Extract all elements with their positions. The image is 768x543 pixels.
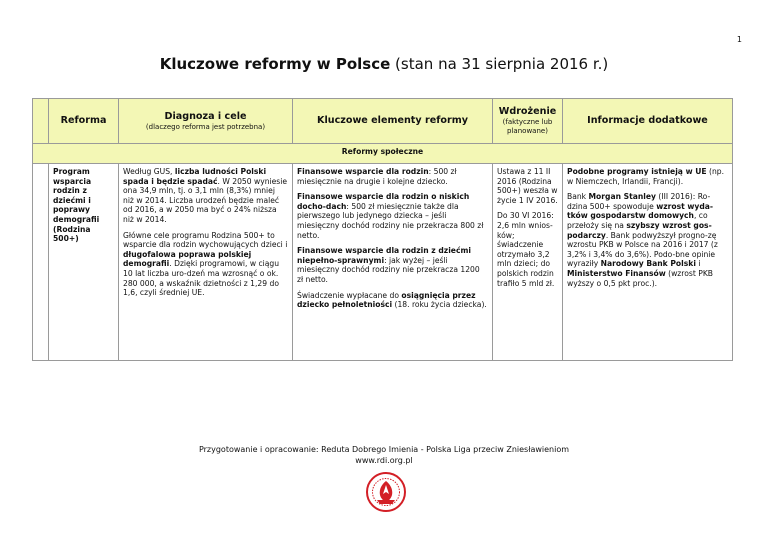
header-wdrozenie: Wdrożenie (faktyczne lub planowane) bbox=[493, 99, 563, 144]
cell-elementy: Finansowe wsparcie dla rodzin: 500 zł miesięcznie na drugie i kolejne dziecko. Finansowe wsparcie dla rodzin o niskich docho-dach: 500 zł miesięcznie także dla pierwszego lub jedynego dziecka – jeśli miesięczny dochód rodziny nie przekracza 800 zł netto. Finansowe wsparcie dla rodzin z dziećmi niepełno-sprawnymi: jak wyżej – jeśli miesięczny dochód rodziny nie przekracza 1200 zł netto. Świadczenie wypłacane do osiągnięcia przez dziecko pełnoletniości (18. roku życia dziecka). bbox=[293, 164, 493, 361]
header-reforma: Reforma bbox=[49, 99, 119, 144]
footer-credit: Przygotowanie i opracowanie: Reduta Dobrego Imienia - Polska Liga przeciw Zniesławieniom bbox=[198, 445, 570, 454]
section-title: Reformy społeczne bbox=[33, 144, 733, 164]
reduta-dobrego-imienia-logo-icon bbox=[366, 470, 406, 514]
header-diagnoza: Diagnoza i cele (dlaczego reforma jest potrzebna) bbox=[119, 99, 293, 144]
title-bold: Kluczowe reformy w Polsce bbox=[159, 55, 391, 73]
cell-diagnoza: Według GUS, liczba ludności Polski spada i będzie spadać. W 2050 wyniesie ona 34,9 mln, tj. o 3,1 mln (8,3%) mniej niż w 2014. Liczba urodzeń będzie maleć od 2016, a w 2050 ma być o 24% niższa niż w 2014. Główne cele programu Rodzina 500+ to wsparcie dla rodzin wychowujących dzieci i długofalowa poprawa polskiej demografii. Dzięki programowi, w ciągu 10 lat liczba uro-dzeń ma wzrosnąć o ok. 280 000, a wskaźnik dzietności z 1,29 do 1,6, czyli średniej UE. bbox=[119, 164, 293, 361]
header-elementy: Kluczowe elementy reformy bbox=[293, 99, 493, 144]
table-row bbox=[33, 164, 733, 361]
header-spacer bbox=[33, 99, 49, 144]
page-title bbox=[0, 55, 768, 73]
cell-wdrozenie: Ustawa z 11 II 2016 (Rodzina 500+) weszła w życie 1 IV 2016. Do 30 VI 2016: 2,6 mln wnios-ków; świadczenie otrzymało 3,2 mln dzieci; do polskich rodzin trafiło 5 mld zł. bbox=[493, 164, 563, 361]
row-spacer bbox=[33, 164, 49, 361]
footer bbox=[0, 444, 768, 466]
footer-url: www.rdi.org.pl bbox=[355, 456, 413, 465]
cell-reforma: Program wsparcia rodzin z dziećmi i poprawy demografii (Rodzina 500+) bbox=[49, 164, 119, 361]
header-informacje: Informacje dodatkowe bbox=[563, 99, 733, 144]
title-date: (stan na 31 sierpnia 2016 r.) bbox=[390, 55, 609, 73]
cell-informacje: Podobne programy istnieją w UE (np. w Niemczech, Irlandii, Francji). Bank Morgan Stanley (III 2016): Ro-dzina 500+ spowoduje wzrost wyda-tków gospodarstw domowych, co przełoży się na szybszy wzrost gos-podarczy. Bank podwyższył progno-zę wzrostu PKB w Polsce na 2016 i 2017 (z 3,2% i 3,4% do 3,6%). Podo-bne opinie wyraziły Narodowy Bank Polski i Ministerstwo Finansów (wzrost PKB wyższy o 0,5 pkt proc.). bbox=[563, 164, 733, 361]
page-number: 1 bbox=[736, 35, 742, 44]
reforms-table bbox=[32, 98, 733, 361]
